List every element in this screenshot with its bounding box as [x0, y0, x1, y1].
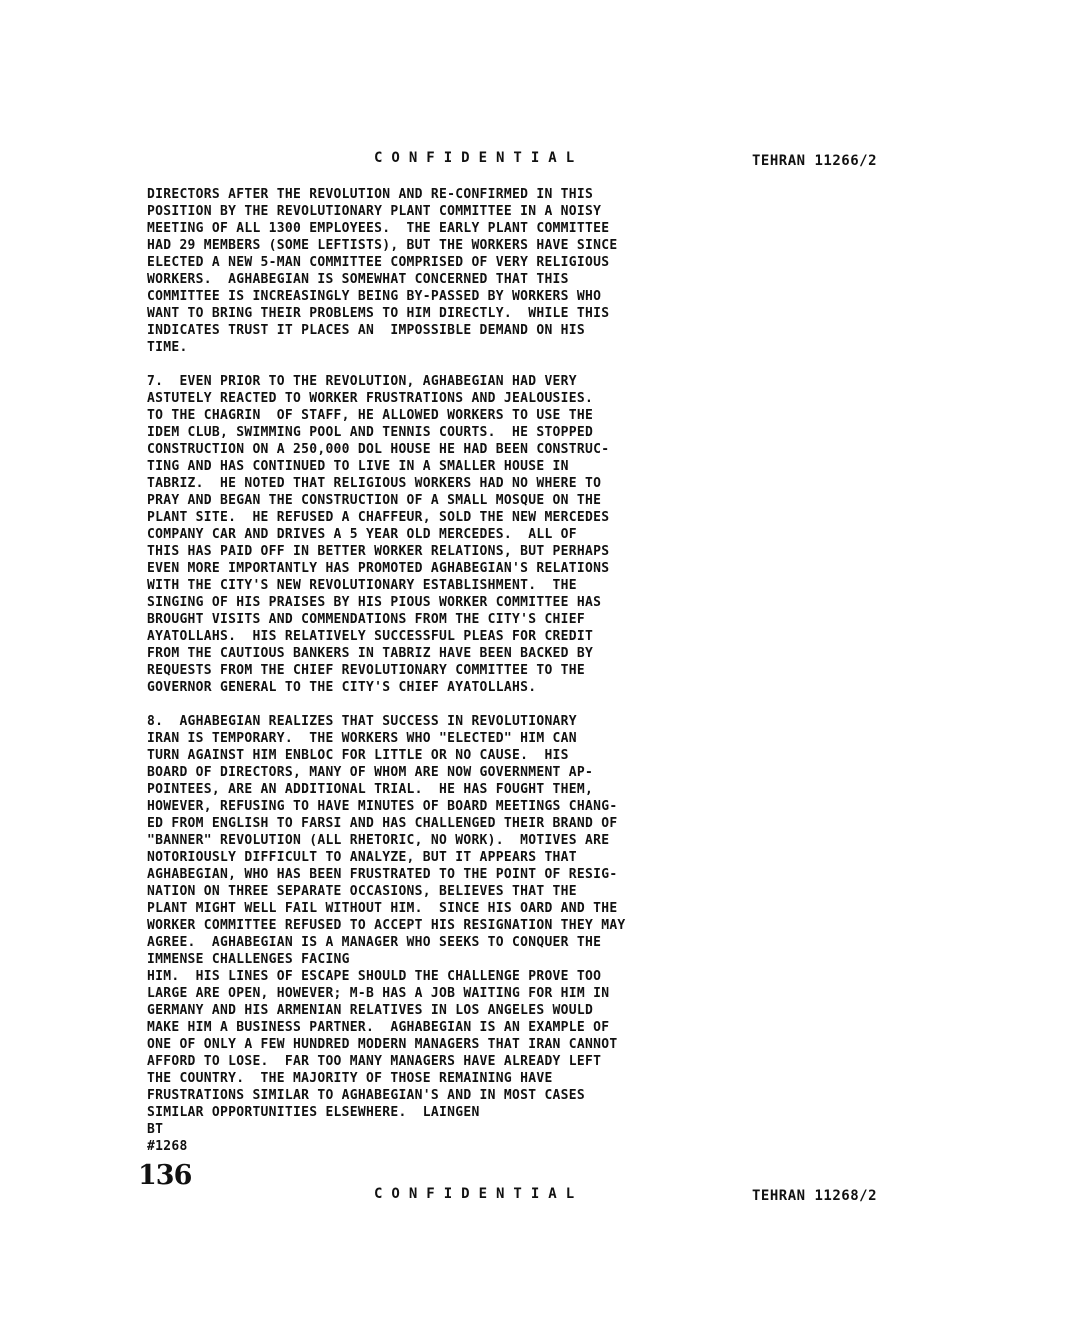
text-line: ED FROM ENGLISH TO FARSI AND HAS CHALLENGED THEIR BRAND OF [147, 816, 618, 831]
header-classification-marking: CONFIDENTIAL [374, 150, 584, 166]
header-cable-reference: TEHRAN 11266/2 [752, 153, 878, 169]
text-line: INDICATES TRUST IT PLACES AN IMPOSSIBLE DEMAND ON HIS [147, 323, 586, 338]
text-line: AGREE. AGHABEGIAN IS A MANAGER WHO SEEKS TO CONQUER THE [147, 935, 602, 950]
text-line: ELECTED A NEW 5-MAN COMMITTEE COMPRISED OF VERY RELIGIOUS [147, 255, 610, 270]
text-line: GOVERNOR GENERAL TO THE CITY'S CHIEF AYATOLLAHS. [147, 680, 537, 695]
text-line: CONSTRUCTION ON A 250,000 DOL HOUSE HE HAD BEEN CONSTRUC- [147, 442, 610, 457]
text-line: #1268 [147, 1139, 188, 1154]
text-line: WITH THE CITY'S NEW REVOLUTIONARY ESTABLISHMENT. THE [147, 578, 577, 593]
text-line: PLANT MIGHT WELL FAIL WITHOUT HIM. SINCE HIS OARD AND THE [147, 901, 618, 916]
text-line: AFFORD TO LOSE. FAR TOO MANY MANAGERS HAVE ALREADY LEFT [147, 1054, 602, 1069]
text-line: COMPANY CAR AND DRIVES A 5 YEAR OLD MERCEDES. ALL OF [147, 527, 577, 542]
text-line: POSITION BY THE REVOLUTIONARY PLANT COMMITTEE IN A NOISY [147, 204, 602, 219]
text-line: COMMITTEE IS INCREASINGLY BEING BY-PASSED BY WORKERS WHO [147, 289, 602, 304]
text-line: 8. AGHABEGIAN REALIZES THAT SUCCESS IN REVOLUTIONARY [147, 714, 577, 729]
paragraph [147, 713, 757, 1155]
text-line: REQUESTS FROM THE CHIEF REVOLUTIONARY COMMITTEE TO THE [147, 663, 586, 678]
text-line: WORKERS. AGHABEGIAN IS SOMEWHAT CONCERNED THAT THIS [147, 272, 569, 287]
text-line: DIRECTORS AFTER THE REVOLUTION AND RE-CONFIRMED IN THIS [147, 187, 594, 202]
footer-classification-marking: CONFIDENTIAL [374, 1186, 584, 1202]
text-line: TIME. [147, 340, 188, 355]
text-line: GERMANY AND HIS ARMENIAN RELATIVES IN LOS ANGELES WOULD [147, 1003, 594, 1018]
footer-cable-reference: TEHRAN 11268/2 [752, 1188, 878, 1204]
paragraph-spacer [147, 696, 757, 713]
text-line: FRUSTRATIONS SIMILAR TO AGHABEGIAN'S AND IN MOST CASES [147, 1088, 586, 1103]
text-line: PLANT SITE. HE REFUSED A CHAFFEUR, SOLD THE NEW MERCEDES [147, 510, 610, 525]
text-line: NOTORIOUSLY DIFFICULT TO ANALYZE, BUT IT APPEARS THAT [147, 850, 577, 865]
text-line: THE COUNTRY. THE MAJORITY OF THOSE REMAINING HAVE [147, 1071, 553, 1086]
text-line: EVEN MORE IMPORTANTLY HAS PROMOTED AGHABEGIAN'S RELATIONS [147, 561, 610, 576]
text-line: IDEM CLUB, SWIMMING POOL AND TENNIS COURTS. HE STOPPED [147, 425, 594, 440]
text-line: ONE OF ONLY A FEW HUNDRED MODERN MANAGERS THAT IRAN CANNOT [147, 1037, 618, 1052]
text-line: IRAN IS TEMPORARY. THE WORKERS WHO "ELECTED" HIM CAN [147, 731, 577, 746]
text-line: WANT TO BRING THEIR PROBLEMS TO HIM DIRECTLY. WHILE THIS [147, 306, 610, 321]
text-line: POINTEES, ARE AN ADDITIONAL TRIAL. HE HAS FOUGHT THEM, [147, 782, 594, 797]
text-line: SINGING OF HIS PRAISES BY HIS PIOUS WORKER COMMITTEE HAS [147, 595, 602, 610]
text-line: 7. EVEN PRIOR TO THE REVOLUTION, AGHABEGIAN HAD VERY [147, 374, 577, 389]
text-line: IMMENSE CHALLENGES FACING [147, 952, 350, 967]
text-line: BT [147, 1122, 164, 1137]
text-line: MEETING OF ALL 1300 EMPLOYEES. THE EARLY PLANT COMMITTEE [147, 221, 610, 236]
text-line: TURN AGAINST HIM ENBLOC FOR LITTLE OR NO CAUSE. HIS [147, 748, 569, 763]
text-line: AGHABEGIAN, WHO HAS BEEN FRUSTRATED TO THE POINT OF RESIG- [147, 867, 618, 882]
text-line: HOWEVER, REFUSING TO HAVE MINUTES OF BOARD MEETINGS CHANG- [147, 799, 618, 814]
text-line: NATION ON THREE SEPARATE OCCASIONS, BELIEVES THAT THE [147, 884, 577, 899]
text-line: BOARD OF DIRECTORS, MANY OF WHOM ARE NOW GOVERNMENT AP- [147, 765, 594, 780]
page-number: 136 [138, 1160, 192, 1191]
text-line: SIMILAR OPPORTUNITIES ELSEWHERE. LAINGEN [147, 1105, 480, 1120]
text-line: LARGE ARE OPEN, HOWEVER; M-B HAS A JOB WAITING FOR HIM IN [147, 986, 610, 1001]
paragraph [147, 186, 757, 356]
text-line: WORKER COMMITTEE REFUSED TO ACCEPT HIS RESIGNATION THEY MAY [147, 918, 626, 933]
paragraph-spacer [147, 356, 757, 373]
cable-body-text [147, 186, 757, 1155]
text-line: TO THE CHAGRIN OF STAFF, HE ALLOWED WORKERS TO USE THE [147, 408, 594, 423]
text-line: TABRIZ. HE NOTED THAT RELIGIOUS WORKERS HAD NO WHERE TO [147, 476, 602, 491]
text-line: HIM. HIS LINES OF ESCAPE SHOULD THE CHALLENGE PROVE TOO [147, 969, 602, 984]
text-line: HAD 29 MEMBERS (SOME LEFTISTS), BUT THE WORKERS HAVE SINCE [147, 238, 618, 253]
text-line: AYATOLLAHS. HIS RELATIVELY SUCCESSFUL PLEAS FOR CREDIT [147, 629, 594, 644]
text-line: TING AND HAS CONTINUED TO LIVE IN A SMALLER HOUSE IN [147, 459, 569, 474]
text-line: BROUGHT VISITS AND COMMENDATIONS FROM THE CITY'S CHIEF [147, 612, 586, 627]
paragraph [147, 373, 757, 696]
text-line: ASTUTELY REACTED TO WORKER FRUSTRATIONS AND JEALOUSIES. [147, 391, 594, 406]
text-line: FROM THE CAUTIOUS BANKERS IN TABRIZ HAVE BEEN BACKED BY [147, 646, 594, 661]
text-line: MAKE HIM A BUSINESS PARTNER. AGHABEGIAN IS AN EXAMPLE OF [147, 1020, 610, 1035]
text-line: PRAY AND BEGAN THE CONSTRUCTION OF A SMALL MOSQUE ON THE [147, 493, 602, 508]
text-line: "BANNER" REVOLUTION (ALL RHETORIC, NO WORK). MOTIVES ARE [147, 833, 610, 848]
text-line: THIS HAS PAID OFF IN BETTER WORKER RELATIONS, BUT PERHAPS [147, 544, 610, 559]
